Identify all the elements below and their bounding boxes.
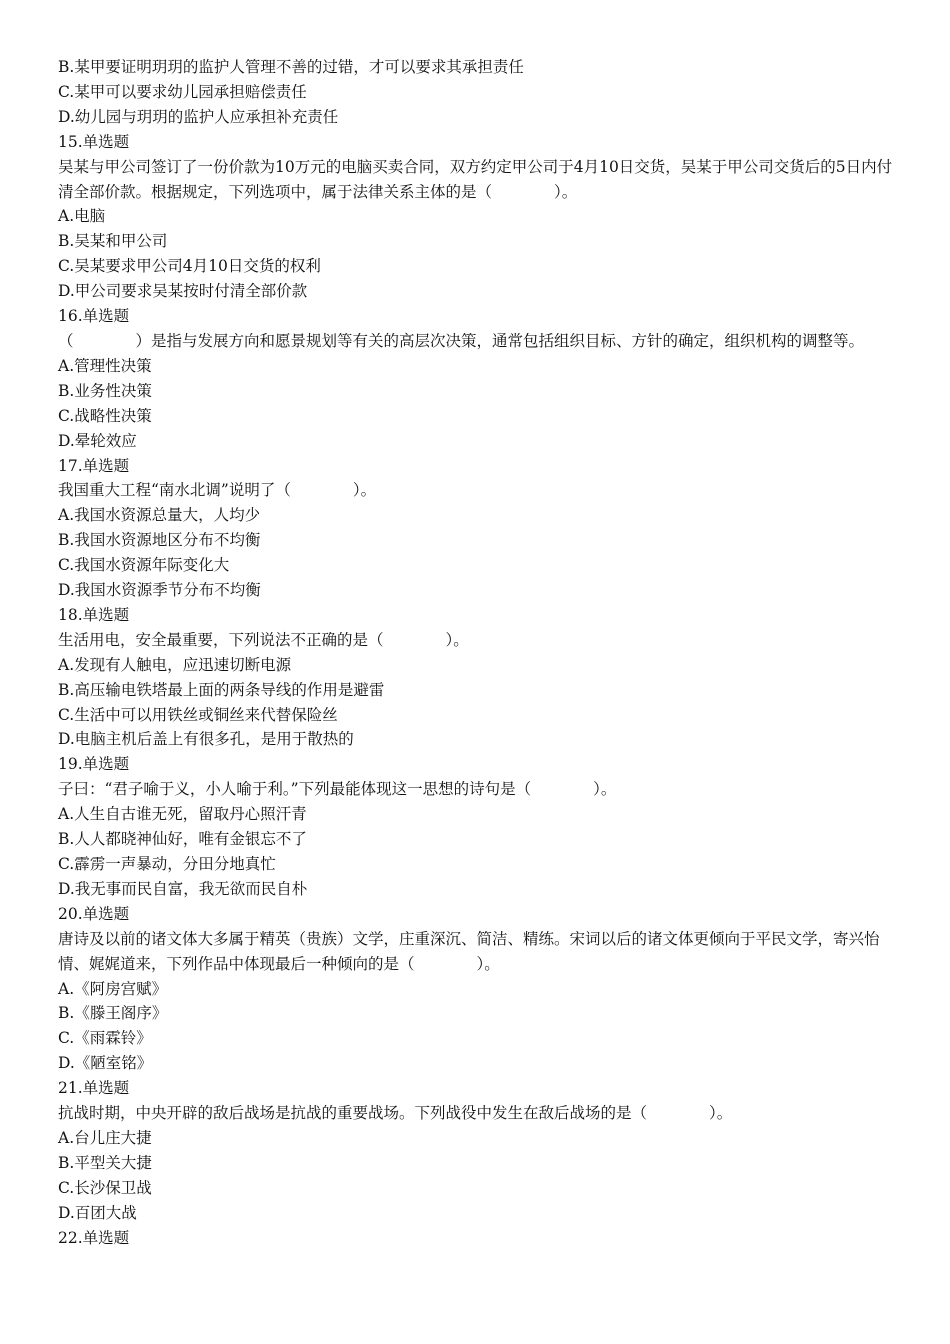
option: D.晕轮效应 (58, 431, 137, 450)
question-header: 16.单选题 (58, 307, 130, 326)
question-header: 22.单选题 (58, 1228, 130, 1247)
question-header: 15.单选题 (58, 132, 130, 151)
question-19 (58, 752, 894, 901)
option: B.某甲要证明玥玥的监护人管理不善的过错，才可以要求其承担责任 (58, 58, 524, 76)
question-stem: 吴某与甲公司签订了一份价款为10万元的电脑买卖合同，双方约定甲公司于4月10日交货，吴某于甲公司交货后的5日内付清全部价款。根据规定，下列选项中，属于法律关系主体的是（ ）。 (58, 157, 893, 201)
option: C.霹雳一声暴动，分田分地真忙 (58, 855, 276, 873)
question-stem: 子曰：“君子喻于义，小人喻于利。”下列最能体现这一思想的诗句是（ ）。 (58, 780, 617, 799)
question-18 (58, 603, 894, 752)
option: B.人人都晓神仙好，唯有金银忘不了 (58, 830, 307, 849)
question-header: 19.单选题 (58, 755, 130, 774)
question-header: 20.单选题 (58, 904, 130, 923)
option: C.生活中可以用铁丝或铜丝来代替保险丝 (58, 705, 338, 724)
option: D.《陋室铭》 (58, 1054, 153, 1073)
question-stem: 抗战时期，中央开辟的敌后战场是抗战的重要战场。下列战役中发生在敌后战场的是（ ）。 (58, 1104, 733, 1123)
question-header: 18.单选题 (58, 605, 130, 624)
option: C.吴某要求甲公司4月10日交货的权利 (58, 257, 321, 276)
option: C.《雨霖铃》 (58, 1029, 152, 1048)
question-stem: （ ）是指与发展方向和愿景规划等有关的高层次决策，通常包括组织目标、方针的确定，组织机构的调整等。 (58, 331, 865, 350)
option: A.我国水资源总量大，人均少 (58, 506, 261, 525)
question-21 (58, 1076, 894, 1225)
question-20 (58, 902, 894, 1076)
option: D.我无事而民自富，我无欲而民自朴 (58, 879, 308, 898)
option: D.我国水资源季节分布不均衡 (58, 581, 261, 600)
option: B.我国水资源地区分布不均衡 (58, 531, 261, 550)
question-17 (58, 454, 894, 603)
option: B.《滕王阁序》 (58, 1004, 168, 1023)
question-15 (58, 130, 894, 304)
option: C.某甲可以要求幼儿园承担赔偿责任 (58, 82, 307, 101)
question-stem: 生活用电，安全最重要，下列说法不正确的是（ ）。 (58, 630, 469, 649)
option: A.管理性决策 (58, 356, 152, 375)
option: C.长沙保卫战 (58, 1178, 152, 1197)
option: D.甲公司要求吴某按时付清全部价款 (58, 282, 308, 301)
question-stem: 我国重大工程“南水北调”说明了（ ）。 (58, 481, 377, 500)
option: A.人生自古谁无死，留取丹心照汗青 (58, 805, 307, 824)
question-header: 17.单选题 (58, 456, 130, 475)
option: B.业务性决策 (58, 381, 152, 400)
option: B.高压输电铁塔最上面的两条导线的作用是避雷 (58, 680, 385, 699)
question-header: 21.单选题 (58, 1079, 130, 1098)
option: B.平型关大捷 (58, 1153, 152, 1172)
option: A.电脑 (58, 207, 106, 226)
top-option-list (58, 55, 894, 130)
option: A.台儿庄大捷 (58, 1128, 152, 1147)
option: D.百团大战 (58, 1203, 137, 1222)
option: A.《阿房宫赋》 (58, 979, 168, 998)
option: C.战略性决策 (58, 406, 152, 425)
question-stem: 唐诗及以前的诸文体大多属于精英（贵族）文学，庄重深沉、简洁、精练。宋词以后的诸文体更倾向于平民文学，寄兴怡情、娓娓道来，下列作品中体现最后一种倾向的是（ ）。 (58, 929, 880, 973)
option: A.发现有人触电，应迅速切断电源 (58, 655, 292, 674)
question-16 (58, 304, 894, 453)
option: B.吴某和甲公司 (58, 232, 168, 251)
exam-page (58, 55, 894, 1251)
option: D.幼儿园与玥玥的监护人应承担补充责任 (58, 107, 339, 126)
option: C.我国水资源年际变化大 (58, 556, 230, 575)
option: D.电脑主机后盖上有很多孔，是用于散热的 (58, 730, 354, 749)
